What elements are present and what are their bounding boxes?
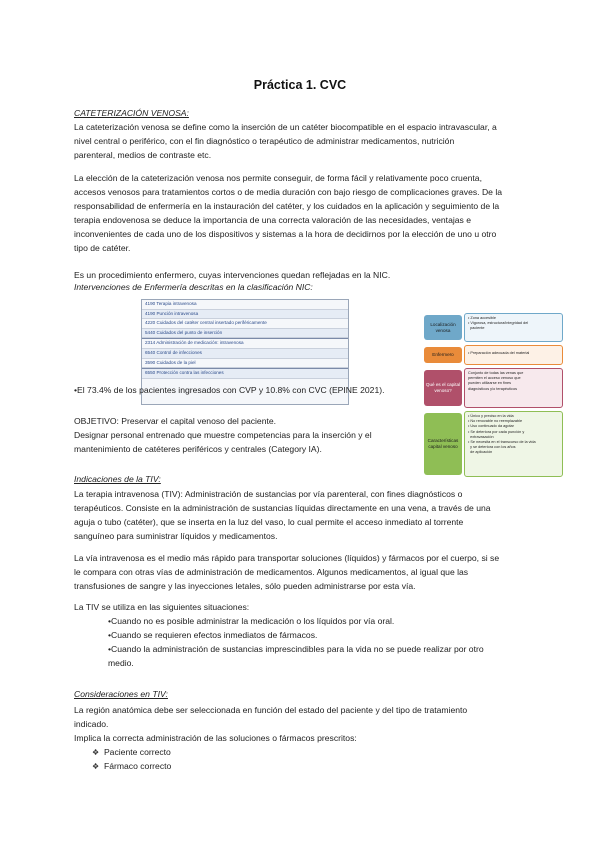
paragraph-via-line: le compara con otras vías de administración de medicamentos. Algunos medicamentos, al igual que las <box>74 567 469 577</box>
paragraph-election-line: tipo de catéter. <box>74 243 131 253</box>
paragraph-via-line: La vía intravenosa es el medio más rápido para transportar soluciones (líquidos) y fármacos por el cuerpo, si se <box>74 553 500 563</box>
paragraph-election-line: responsabilidad de enfermería en la instauración del catéter, y los cuidados en la aplicación y seguimiento de la <box>74 201 500 211</box>
nic-item: 2314 Administración de medicación: intravenosa <box>142 338 348 349</box>
paragraph-definition-line: parenteral, medios de contraste etc. <box>74 150 212 160</box>
diamond-bullet-icon: ❖ <box>92 762 100 771</box>
paragraph-definition-line: nivel central o periférico, con el fin diagnóstico o terapéutico de administrar medicamentos, nutrición <box>74 136 455 146</box>
capital-venoso-diagram <box>424 313 563 477</box>
list-item-continuation: medio. <box>108 658 134 668</box>
nic-item: 6540 Control de infecciones <box>142 349 348 359</box>
diagram-label-enfermero: Enfermero <box>424 347 462 363</box>
epine-statistic: •El 73.4% de los pacientes ingresados con CVP y 10.8% con CVC (EPINE 2021). <box>74 385 385 395</box>
paragraph-definition-line: La cateterización venosa se define como la inserción de un catéter biocompatible en el espacio intravascular, a <box>74 122 497 132</box>
paragraph-tiv-line: aguja o tubo (catéter), que se inserta en la luz del vaso, lo cual permite el acceso inmediato al torrente <box>74 517 464 527</box>
paragraph-tiv-line: sanguíneo para suministrar líquidos y medicamentos. <box>74 531 278 541</box>
paragraph-via-line: transfusiones de sangre y las inyecciones letales, sólo pueden administrarse por esta vía. <box>74 581 416 591</box>
nic-item: 3590 Cuidados de la piel <box>142 359 348 369</box>
list-item-text: Cuando no es posible administrar la medicación o los líquidos por vía oral. <box>111 616 395 626</box>
nic-item: 5440 Cuidados del punto de inserción <box>142 329 348 339</box>
section-heading-indicaciones: Indicaciones de la TIV: <box>74 474 161 484</box>
paragraph-election-line: terapia endovenosa se deduce la importancia de una correcta valoración de las necesidades, ventajas e <box>74 215 471 225</box>
diamond-bullet-icon: ❖ <box>92 748 100 757</box>
list-item-text: Fármaco correcto <box>103 761 172 771</box>
list-item: •Cuando la administración de sustancias imprescindibles para la vida no se puede realizar por otro <box>108 644 484 654</box>
objective-line: OBJETIVO: Preservar el capital venoso del paciente. <box>74 416 277 426</box>
paragraph-election-line: inconvenientes de cada uno de los dispositivos y sistemas a la hora de decidirnos por la elección de uno u otro <box>74 229 497 239</box>
list-item: •Cuando se requieren efectos inmediatos de fármacos. <box>108 630 318 640</box>
paragraph-tiv-line: La terapia intravenosa (TIV): Administración de sustancias por vía parenteral, con fines diagnósticos o <box>74 489 463 499</box>
diagram-desc-enfermero: • Preparación adecuada del material <box>464 345 563 365</box>
diagram-desc-caracteristicas: • Único y preciso en la vida • No renovable no reemplazable • Uso continuado da agotar • Se deteriora por cada punción y extravasación • Se necesita en el transcurso de la vida y se deteriora con los años de aplicación <box>464 411 563 477</box>
list-item: •Cuando no es posible administrar la medicación o los líquidos por vía oral. <box>108 616 395 626</box>
nic-item: 4190 Terapia intravenosa <box>142 300 348 310</box>
section-heading-consideraciones: Consideraciones en TIV: <box>74 689 168 699</box>
nic-heading: Intervenciones de Enfermería descritas en la clasificación NIC: <box>74 282 313 292</box>
diagram-label-localizacion: Localización venosa <box>424 315 462 340</box>
paragraph-election-line: La elección de la cateterización venosa nos permite conseguir, de forma fácil y relativamente poco cruenta, <box>74 173 482 183</box>
page-title: Práctica 1. CVC <box>253 78 347 92</box>
paragraph-region-line: indicado. <box>74 719 109 729</box>
diagram-label-caracteristicas: Características capital venoso <box>424 413 462 475</box>
diagram-label-capital: Qué es el capital venoso? <box>424 370 462 406</box>
diagram-desc-localizacion: • Zona accesible • Vigorosa, estructura/integridad del paciente <box>464 313 563 342</box>
nic-item: 4220 Cuidados del catéter central insertado periféricamente <box>142 319 348 329</box>
paragraph-region-line: La región anatómica debe ser seleccionada en función del estado del paciente y del tipo de tratamiento <box>74 705 468 715</box>
list-item <box>92 759 171 774</box>
paragraph-election-line: accesos venosos para tratamientos cortos o de media duración con bajo riesgo de complicaciones graves. De la <box>74 187 503 197</box>
list-item-text: Paciente correcto <box>103 747 171 757</box>
nic-item: 4190 Punción intravenosa <box>142 310 348 320</box>
paragraph-nic-intro: Es un procedimiento enfermero, cuyas intervenciones quedan reflejadas en la NIC. <box>74 270 391 280</box>
nic-item: 6550 Protección contra las infecciones <box>142 368 348 379</box>
paragraph-tiv-line: terapéuticos. Consiste en la administración de sustancias líquidas directamente en una vena, a través de una <box>74 503 491 513</box>
paragraph-administracion: Implica la correcta administración de las soluciones o fármacos prescritos: <box>74 733 357 743</box>
objective-line: Designar personal entrenado que muestre competencias para la inserción y el <box>74 430 372 440</box>
list-item <box>92 745 171 760</box>
diagram-desc-capital: Conjunto de todas las venas que permiten el acceso venoso que pueden utilizarse en fines diagnósticos y/o terapéuticos <box>464 368 563 408</box>
list-item-text: Cuando se requieren efectos inmediatos de fármacos. <box>111 630 318 640</box>
section-heading-cateterizacion: CATETERIZACIÓN VENOSA: <box>74 108 189 118</box>
objective-line: mantenimiento de catéteres periféricos y centrales (Category IA). <box>74 444 322 454</box>
list-item-text: Cuando la administración de sustancias imprescindibles para la vida no se puede realizar por otro <box>111 644 484 654</box>
paragraph-situaciones: La TIV se utiliza en las siguientes situaciones: <box>74 602 250 612</box>
epine-statistic-text: El 73.4% de los pacientes ingresados con CVP y 10.8% con CVC (EPINE 2021). <box>77 385 385 395</box>
